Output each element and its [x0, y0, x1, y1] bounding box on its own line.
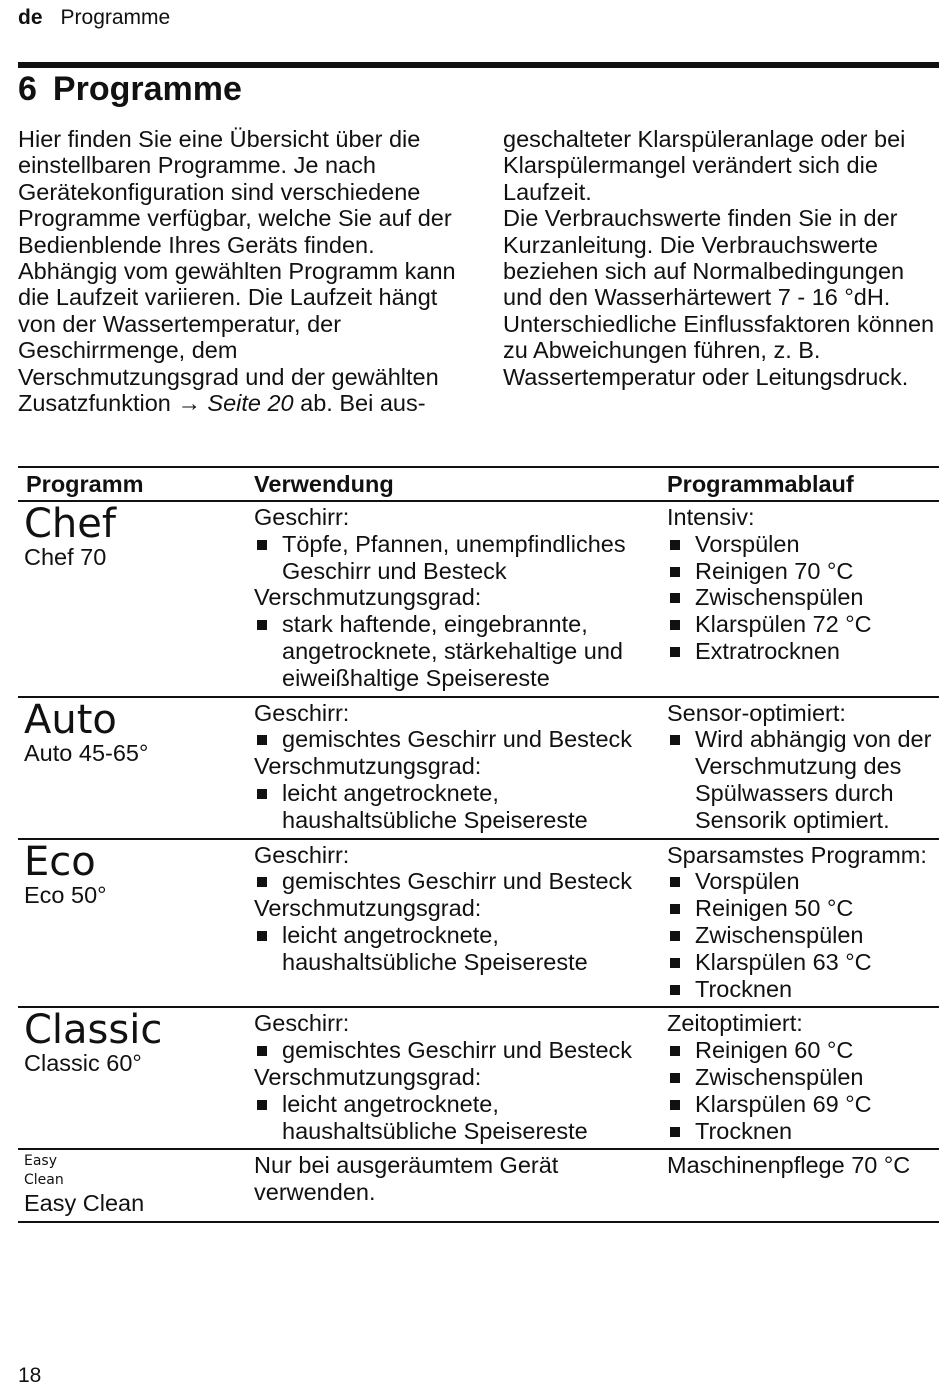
program-name: Auto 45-65° — [24, 739, 149, 766]
flow-list — [667, 531, 939, 665]
program-symbol: Classic — [24, 1007, 163, 1054]
flow-cell — [659, 501, 939, 697]
list-item: Extratrocknen — [667, 638, 939, 665]
list-item: leicht angetrocknete, haushaltsübliche Speisereste — [254, 1091, 659, 1145]
flow-list — [667, 1037, 939, 1144]
list-item: Zwischenspülen — [667, 1064, 939, 1091]
table-row-easy-clean — [18, 1149, 939, 1222]
usage-list — [254, 868, 659, 895]
list-item: Reinigen 60 °C — [667, 1037, 939, 1064]
usage-list — [254, 531, 659, 585]
usage-cell — [246, 501, 659, 697]
program-symbol-line2: Clean — [24, 1172, 64, 1189]
language-code: de — [18, 6, 43, 29]
program-name: Classic 60° — [24, 1050, 142, 1077]
program-name: Easy Clean — [24, 1190, 145, 1217]
intro-paragraph-4: Die Verbrauchswerte finden Sie in der Kurzanleitung. Die Verbrauchswerte beziehen sich auf Normalbedingungen und den Wasserhärtewert 7 - 16 °dH. Unterschiedliche Einflussfaktoren können zu Abweichungen führen, z. B. Wassertemperatur oder Leitungsdruck. — [503, 205, 935, 390]
usage-cell — [246, 839, 659, 1008]
flow-list — [667, 726, 939, 833]
list-item: leicht angetrocknete, haushaltsübliche Speisereste — [254, 780, 659, 834]
program-symbol: Auto — [24, 696, 117, 743]
table-row-classic — [18, 1007, 939, 1149]
page-reference-link[interactable]: Seite 20 — [207, 390, 294, 417]
program-cell — [18, 1007, 246, 1149]
usage-cell — [246, 1007, 659, 1149]
list-item: gemischtes Geschirr und Besteck — [254, 726, 659, 753]
list-item: gemischtes Geschirr und Besteck — [254, 1037, 659, 1064]
soiling-list — [254, 611, 659, 691]
table-row-auto — [18, 697, 939, 839]
header-rule — [18, 62, 939, 68]
table-header-row — [18, 467, 939, 501]
usage-cell: Nur bei ausgeräumtem Gerät verwenden. — [246, 1149, 659, 1222]
program-cell — [18, 697, 246, 839]
list-item: leicht angetrocknete, haushaltsübliche Speisereste — [254, 922, 659, 976]
header-programm: Programm — [18, 467, 246, 501]
list-item: Zwischenspülen — [667, 922, 939, 949]
list-item: stark haftende, eingebrannte, angetrocknete, stärkehaltige und eiweißhaltige Speisereste — [254, 611, 659, 691]
intro-p2-text: Abhängig vom gewählten Programm kann die Laufzeit variieren. Die Laufzeit hängt von der Wassertemperatur, der Geschirrmenge, dem Verschmutzungsgrad und der gewählten Zusatzfunktion → — [18, 258, 456, 417]
intro-p2-end: ab. Bei aus- — [293, 390, 426, 417]
flow-label: Sensor-optimiert: — [667, 699, 846, 726]
list-item: Reinigen 70 °C — [667, 558, 939, 585]
running-header — [18, 6, 170, 30]
page-number: 18 — [18, 1364, 42, 1387]
list-item: Trocknen — [667, 976, 939, 1003]
flow-cell — [659, 697, 939, 839]
list-item: Wird abhängig von der Verschmutzung des Spülwassers durch Sensorik optimiert. — [667, 726, 939, 833]
list-item: Reinigen 50 °C — [667, 895, 939, 922]
soiling-label: Verschmutzungsgrad: — [254, 753, 482, 780]
table-row-chef — [18, 501, 939, 697]
intro-column-left — [18, 126, 458, 416]
soiling-label: Verschmutzungsgrad: — [254, 895, 482, 922]
intro-paragraph-1: Hier finden Sie eine Übersicht über die einstellbaren Programme. Je nach Gerätekonfiguration sind verschiedene Programme verfügbar, welche Sie auf der Bedienblende Ihres Geräts finden. — [18, 126, 452, 258]
list-item: Klarspülen 69 °C — [667, 1091, 939, 1118]
usage-list — [254, 726, 659, 753]
list-item: Klarspülen 63 °C — [667, 949, 939, 976]
intro-paragraph-2 — [18, 258, 458, 416]
intro-column-right — [503, 126, 943, 390]
program-symbol: Eco — [24, 838, 96, 885]
list-item: Zwischenspülen — [667, 584, 939, 611]
flow-list — [667, 868, 939, 1002]
flow-cell — [659, 839, 939, 1008]
table-row-eco — [18, 839, 939, 1008]
usage-label: Geschirr: — [254, 1010, 350, 1037]
flow-cell — [659, 1007, 939, 1149]
flow-cell: Maschinenpflege 70 °C — [659, 1149, 939, 1222]
intro-paragraph-3: geschalteter Klarspüleranlage oder bei Klarspülermangel verändert sich die Laufzeit. — [503, 126, 906, 205]
header-verwendung: Verwendung — [246, 467, 659, 501]
soiling-list — [254, 922, 659, 976]
program-cell — [18, 501, 246, 697]
list-item: Trocknen — [667, 1118, 939, 1145]
flow-label: Sparsamstes Programm: — [667, 841, 927, 868]
usage-cell — [246, 697, 659, 839]
header-section: Programme — [60, 6, 171, 29]
program-name: Eco 50° — [24, 881, 107, 908]
list-item: Töpfe, Pfannen, unempfindliches Geschirr und Besteck — [254, 531, 659, 585]
chapter-title: Programme — [52, 70, 242, 108]
list-item: Vorspülen — [667, 868, 939, 895]
soiling-list — [254, 1091, 659, 1145]
flow-label: Intensiv: — [667, 504, 755, 530]
usage-list — [254, 1037, 659, 1064]
list-item: Vorspülen — [667, 531, 939, 558]
chapter-number: 6 — [18, 70, 37, 108]
usage-label: Geschirr: — [254, 841, 350, 868]
chapter-heading — [18, 70, 242, 109]
soiling-label: Verschmutzungsgrad: — [254, 584, 482, 611]
header-programmablauf: Programmablauf — [659, 467, 939, 501]
soiling-label: Verschmutzungsgrad: — [254, 1063, 482, 1090]
list-item: gemischtes Geschirr und Besteck — [254, 868, 659, 895]
program-table — [18, 466, 939, 1223]
flow-label: Zeitoptimiert: — [667, 1010, 803, 1037]
program-symbol: Chef — [24, 501, 116, 547]
list-item: Klarspülen 72 °C — [667, 611, 939, 638]
program-cell — [18, 1149, 246, 1222]
program-name: Chef 70 — [24, 544, 107, 570]
usage-label: Geschirr: — [254, 699, 350, 726]
program-symbol-line1: Easy — [24, 1153, 58, 1170]
program-cell — [18, 839, 246, 1008]
soiling-list — [254, 780, 659, 834]
usage-label: Geschirr: — [254, 504, 350, 530]
